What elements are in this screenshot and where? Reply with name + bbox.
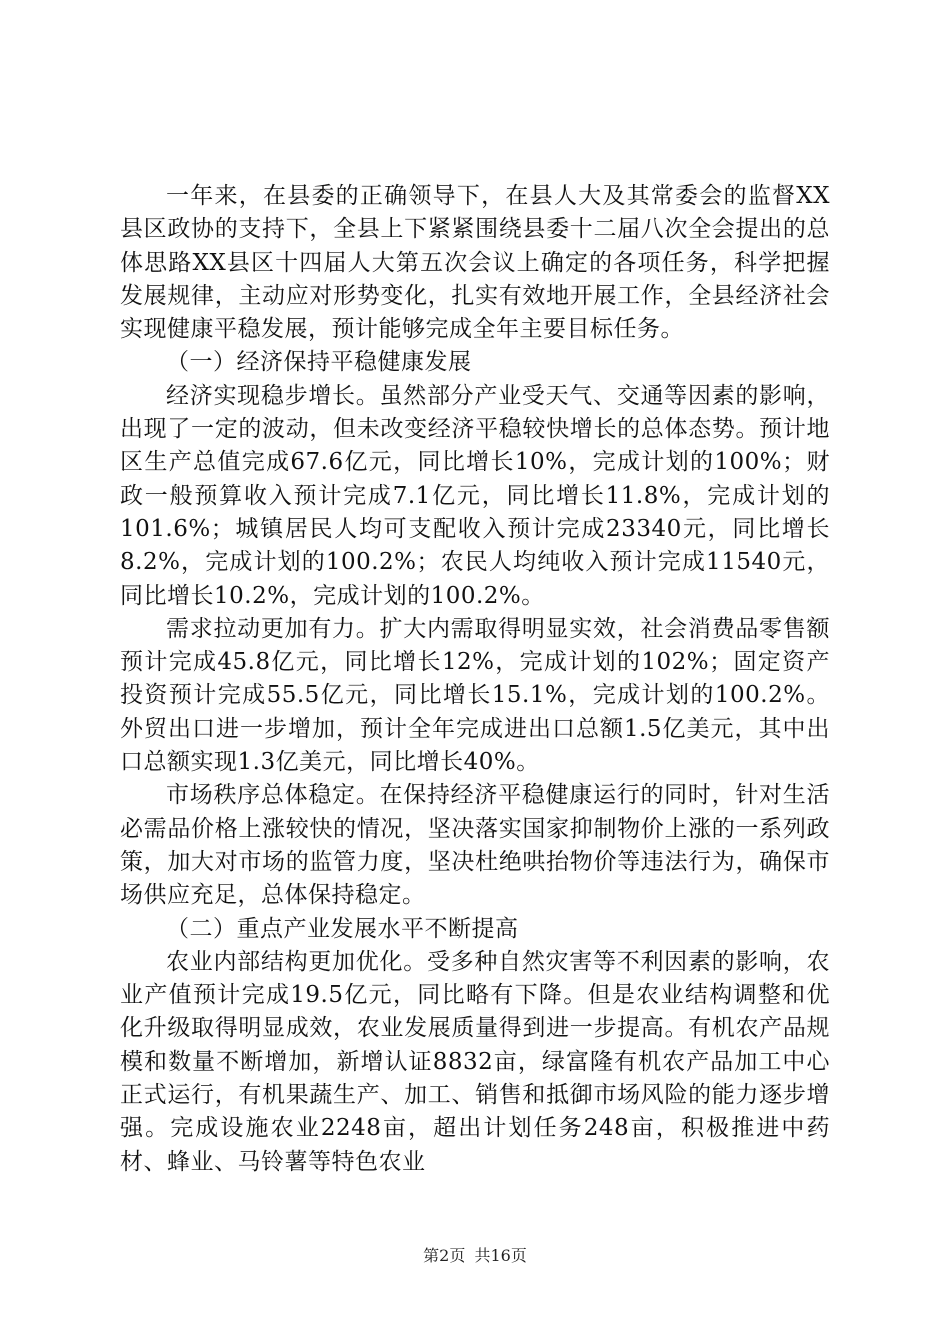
page-number: 第2页: [423, 1246, 466, 1265]
paragraph-demand: 需求拉动更加有力。扩大内需取得明显实效，社会消费品零售额预计完成45.8亿元，同比增长12%，完成计划的102%；固定资产投资预计完成55.5亿元，同比增长15.1%，完成计划的100.2%。外贸出口进一步增加，预计全年完成进出口总额1.5亿美元，其中出口总额实现1.3亿美元，同比增长40%。: [120, 615, 830, 776]
paragraph-intro: 一年来，在县委的正确领导下，在县人大及其常委会的监督XX县区政协的支持下，全县上下紧紧围绕县委十二届八次全会提出的总体思路XX县区十四届人大第五次会议上确定的各项任务，科学把握发展规律，主动应对形势变化，扎实有效地开展工作，全县经济社会实现健康平稳发展，预计能够完成全年主要目标任务。: [120, 183, 830, 343]
paragraph-market-order: 市场秩序总体稳定。在保持经济平稳健康运行的同时，针对生活必需品价格上涨较快的情况，坚决落实国家抑制物价上涨的一系列政策，加大对市场的监管力度，坚决杜绝哄抬物价等违法行为，确保市场供应充足，总体保持稳定。: [120, 782, 830, 909]
paragraph-economic-growth: 经济实现稳步增长。虽然部分产业受天气、交通等因素的影响，出现了一定的波动，但未改变经济平稳较快增长的总体态势。预计地区生产总值完成67.6亿元，同比增长10%，完成计划的100%；财政一般预算收入预计完成7.1亿元，同比增长11.8%，完成计划的101.6%；城镇居民人均可支配收入预计完成23340元，同比增长8.2%，完成计划的100.2%；农民人均纯收入预计完成11540元，同比增长10.2%，完成计划的100.2%。: [120, 382, 830, 609]
page-footer: [0, 1243, 950, 1266]
section-heading-2: （二）重点产业发展水平不断提高: [166, 915, 519, 942]
document-body: [120, 180, 830, 1179]
section-heading-1: （一）经济保持平稳健康发展: [166, 349, 472, 376]
page-total: 共16页: [474, 1246, 527, 1265]
paragraph-agriculture: 农业内部结构更加优化。受多种自然灾害等不利因素的影响，农业产值预计完成19.5亿元，同比略有下降。但是农业结构调整和优化升级取得明显成效，农业发展质量得到进一步提高。有机农产品规模和数量不断增加，新增认证8832亩，绿富隆有机农产品加工中心正式运行，有机果蔬生产、加工、销售和抵御市场风险的能力逐步增强。完成设施农业2248亩，超出计划任务248亩，积极推进中药材、蜂业、马铃薯等特色农业: [120, 948, 830, 1175]
